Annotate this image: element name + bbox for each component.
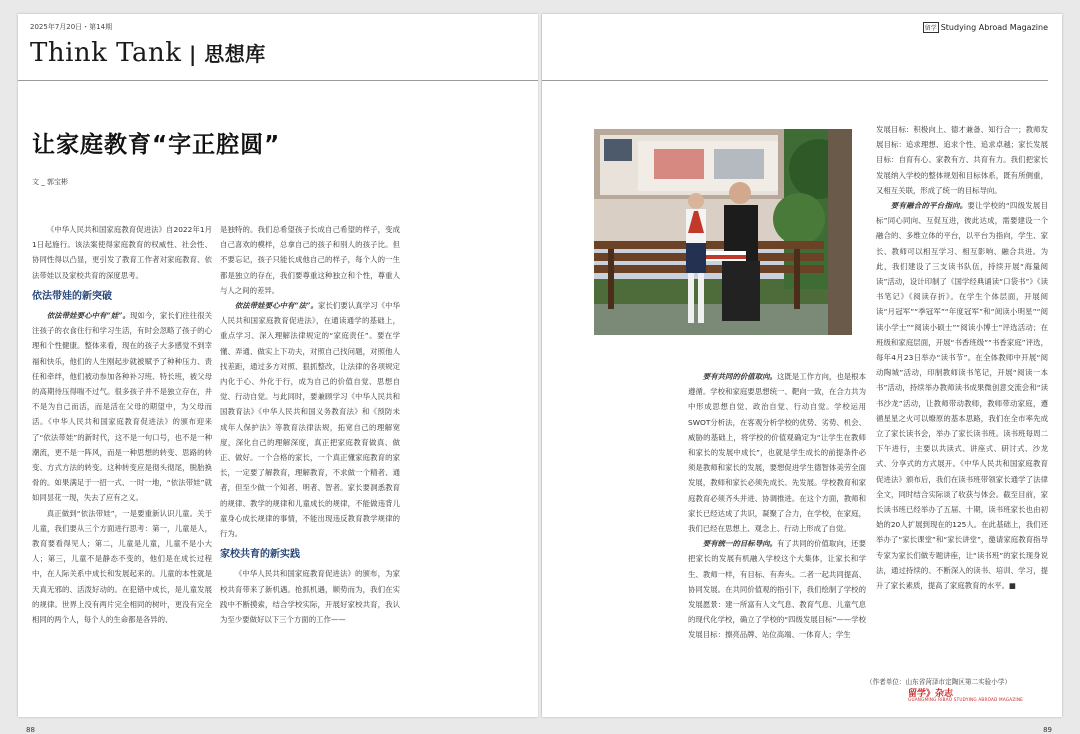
magazine-logo: 留学》杂志 [908,689,954,699]
paragraph: 《中华人民共和国家庭教育促进法》自2022年1月1日起施行。该法案使得家庭教育的权威性、社会性、协同性得以凸显，更引发了教育工作者对家庭教育、依法带娃以及家校共育的深度思考。 [32,225,212,280]
section-title: Think Tank | 思想库 [30,38,266,68]
page-number-left: 88 [26,726,35,734]
text-column-3 [688,369,866,699]
paragraph: 真正做到“依法带娃”，一是要重新认识儿童。关于儿童，我们要从三个方面进行思考：第一，儿童是人，教育要看得见人；第二，儿童是儿童，儿童不是小大人；第三，儿童不是静态不变的，他们是在成长过程中，在人际关系中成长和发展起来的。儿童的本性就是天真无邪的、活泼好动的。在犯错中成长，是儿童发展的规律。世界上没有两片完全相同的树叶，更没有完全相同的两个人，每个人的生命都是各异的、 [32,508,212,625]
section-title-cn: 思想库 [204,42,266,66]
byline: 文 _ 郭宝彬 [32,178,68,186]
lead-in: 要有统一的目标导向。 [702,539,777,549]
paragraph: 要有统一的目标导向。有了共同的价值取向，还要把家长的发展有机融入学校这个大集体，让家长和学生、教师一样，有目标、有奔头。二者一起共同提高、协同发展。在共同价值观的指引下，我们绘制了学校的发展愿景：建一所富有人文气息、教育气息、儿童气息的现代化学校，确立了学校的“四级发展目标”——学校发展目标：擦亮品牌、站位高端、一体育人；学生 [688,539,866,640]
paragraph: 《中华人民共和国家庭教育促进法》的颁布，为家校共育带来了新机遇。抢抓机遇，顺势而为，我们在实践中不断摸索，结合学校实际，开展好家校共育，我认为至少要做好以下三个方面的工作—— [220,569,400,625]
author-affiliation: （作者单位：山东省菏泽市定陶区第二实验小学） [866,678,1012,686]
header-rule [542,80,1048,81]
lead-in: 要有融合的平台指向。 [890,201,968,211]
photo-image [594,129,852,335]
section-heading: 家校共育的新实践 [220,549,300,561]
magazine-name: 留学 Studying Abroad Magazine [924,23,1048,32]
section-title-en: Think Tank [30,38,182,68]
page-number-right: 89 [1043,726,1052,734]
header-rule [18,80,538,81]
paragraph: 要有融合的平台指向。要让学校的“四级发展目标”同心同向、互促互进，彼此达成，需要建设一个融合的、多维立体的平台，以平台为指向，学生、家长、教师可以相互学习、相互影响、融合共进。为此，我们建设了三支读书队伍，持续开展“海量阅读”活动，设计印制了《国学经典诵读“口袋书”》《读书笔记》《阅读存折》。在学生个体层面，开展阅读“月冠军”“季冠军”“年度冠军”和“阅读小明星”“阅读小学士”“阅读小硕士”“阅读小博士”评选活动；在班级和家庭层面，开展“书香班级”“书香家庭”评选，每年4月23日举办“读书节”。在全体教师中开展“阅动陶城”活动，印制教师读书笔记，开展“阅读一本书”活动，持续举办教师读书成果微创意交流会和“读书沙龙”活动，让教师带动教师，教师带动家庭，遵循星星之火可以燎原的基本思路，我们在全市率先成立了家长读书会，举办了家长读书班。读书班每周二下午进行，主要以共读式、讲座式、研讨式、沙龙式、分享式的方式展开。《中华人民共和国家庭教育促进法》颁布后，我们在读书班带领家长通学了法律全文，同时结合实际谈了收获与体会。截至目前，家长读书班已经举办了五届、十期，读书班家长也由初始的20人扩展到现在的125人。在此基础上，我们还举办了“家长课堂”和“家长讲堂”，邀请家庭教育指导专家为家长们做专题讲座，让“读书班”的家长现身说法，通过持续的、不断深入的读书、培训、学习，提升了家长素质，提高了家庭教育的水平。■ [876,201,1048,591]
paragraph: 发展目标：积极向上、德才兼备、知行合一；教师发展目标：追求理想、追求个性、追求卓越；家长发展目标：自育有心、家教有方、共育有力。我们把家长发展纳入学校的整体规划和目标体系，既有所侧重，又相互关联，形成了统一的目标导向。 [876,125,1048,195]
paragraph: 依法带娃要心中有“法”。家长们要认真学习《中华人民共和国家庭教育促进法》，在通读通学的基础上，重点学习、深入理解法律规定的“家庭责任”。要在学懂、弄通、做实上下功夫，对照自己找问题，对照他人找差距，通过多方对照、狠抓整改，让法律的各项规定内化于心、外化于行，成为自己的价值自觉、思想自觉、行动自觉。与此同时，要兼顾学习《中华人民共和国教育法》《中华人民共和国义务教育法》和《预防未成年人保护法》等教育法律法规，拓宽自己的理解宽度，深化自己的理解深度，真正把家庭教育做真、做正、做好。一个合格的家长，一个真正懂家庭教育的家长，一定要了解教育，理解教育，不求做一个精者、通者，但至少做一个知者、明者、智者。家长要洞悉教育的规律、教学的规律和儿童成长的规律，不能做违背儿童身心成长规律的事情，不能出现违反教育教学规律的行为。 [220,301,400,539]
lead-in: 依法带娃要心中有“法”。 [234,301,319,311]
issue-info: 2025年7月20日・第14期 [30,23,113,31]
article-headline: 让家庭教育“字正腔圆” [32,132,281,158]
text-column-1 [32,222,212,702]
text-column-2 [220,222,400,702]
lead-in: 要有共同的价值取向。 [702,372,777,381]
paragraph: 是独特的。我们总希望孩子长成自己希望的样子，变成自己喜欢的模样，总拿自己的孩子和别人的孩子比。但不要忘记，孩子只能长成他自己的样子，每个人的一生都是独立的存在，我们要尊重这种独立和个性，尊重人与人之间的差异。 [220,225,400,295]
end-mark: ■ [1009,581,1017,591]
magazine-logo-subtitle: GUANGMING RIBAO STUDYING ABROAD MAGAZINE [908,697,1024,702]
left-page [18,14,538,734]
text-column-4 [876,122,1048,682]
section-heading: 依法带娃的新突破 [32,290,112,302]
magazine-badge: 留学 [923,22,939,33]
lead-in: 依法带娃要心中有“娃”。 [46,311,131,321]
right-page [542,14,1062,734]
article-photo [594,129,852,335]
paragraph: 要有共同的价值取向。这既是工作方向，也是根本遵循。学校和家庭要思想统一、靶向一致，在合力共为中形成思想自觉、政治自觉、行动自觉。学校运用SWOT分析法，在客观分析学校的优势、劣势、机会、威胁的基础上，将学校的价值观确定为“让学生在教师和家长的发展中成长”，也就是学生成长的前提条件必须是教师和家长的发展，要想促进学生德智体美劳全面发展，教师和家长必须先成长、先发展。学校教育和家庭教育必须齐头并进、协调推进。在这个方面，教师和家长已经达成了共识，凝聚了合力，在学校，在家庭，我们已经在思想上、观念上、行动上形成了自觉。 [688,372,866,534]
paragraph: 依法带娃要心中有“娃”。现如今，家长们往往很关注孩子的衣食住行和学习生活，有时会忽略了孩子的心理和个性健康。整体来看，现在的孩子大多感觉不到幸福和快乐，他们的人生刚起步就被赋予了种种压力、责任和牵绊，他们被动参加各种补习班、特长班，被父母的高期待压得喘不过气。很多孩子并不是独立存在，并不是为自己而活，而是活在父母的期望中，为父母而活。《中华人民共和国家庭教育促进法》的颁布迎来了“依法带娃”的新时代，这不是一句口号，也不是一种潮流，更不是一阵风，而是一种思想的转变、思路的转变、方式方法的转变。这种转变应是彻头彻尾，脱胎换骨的。如果满足于一招一式、一时一地，“依法带娃”就如同昙花一现，失去了应有之义。 [32,311,212,503]
